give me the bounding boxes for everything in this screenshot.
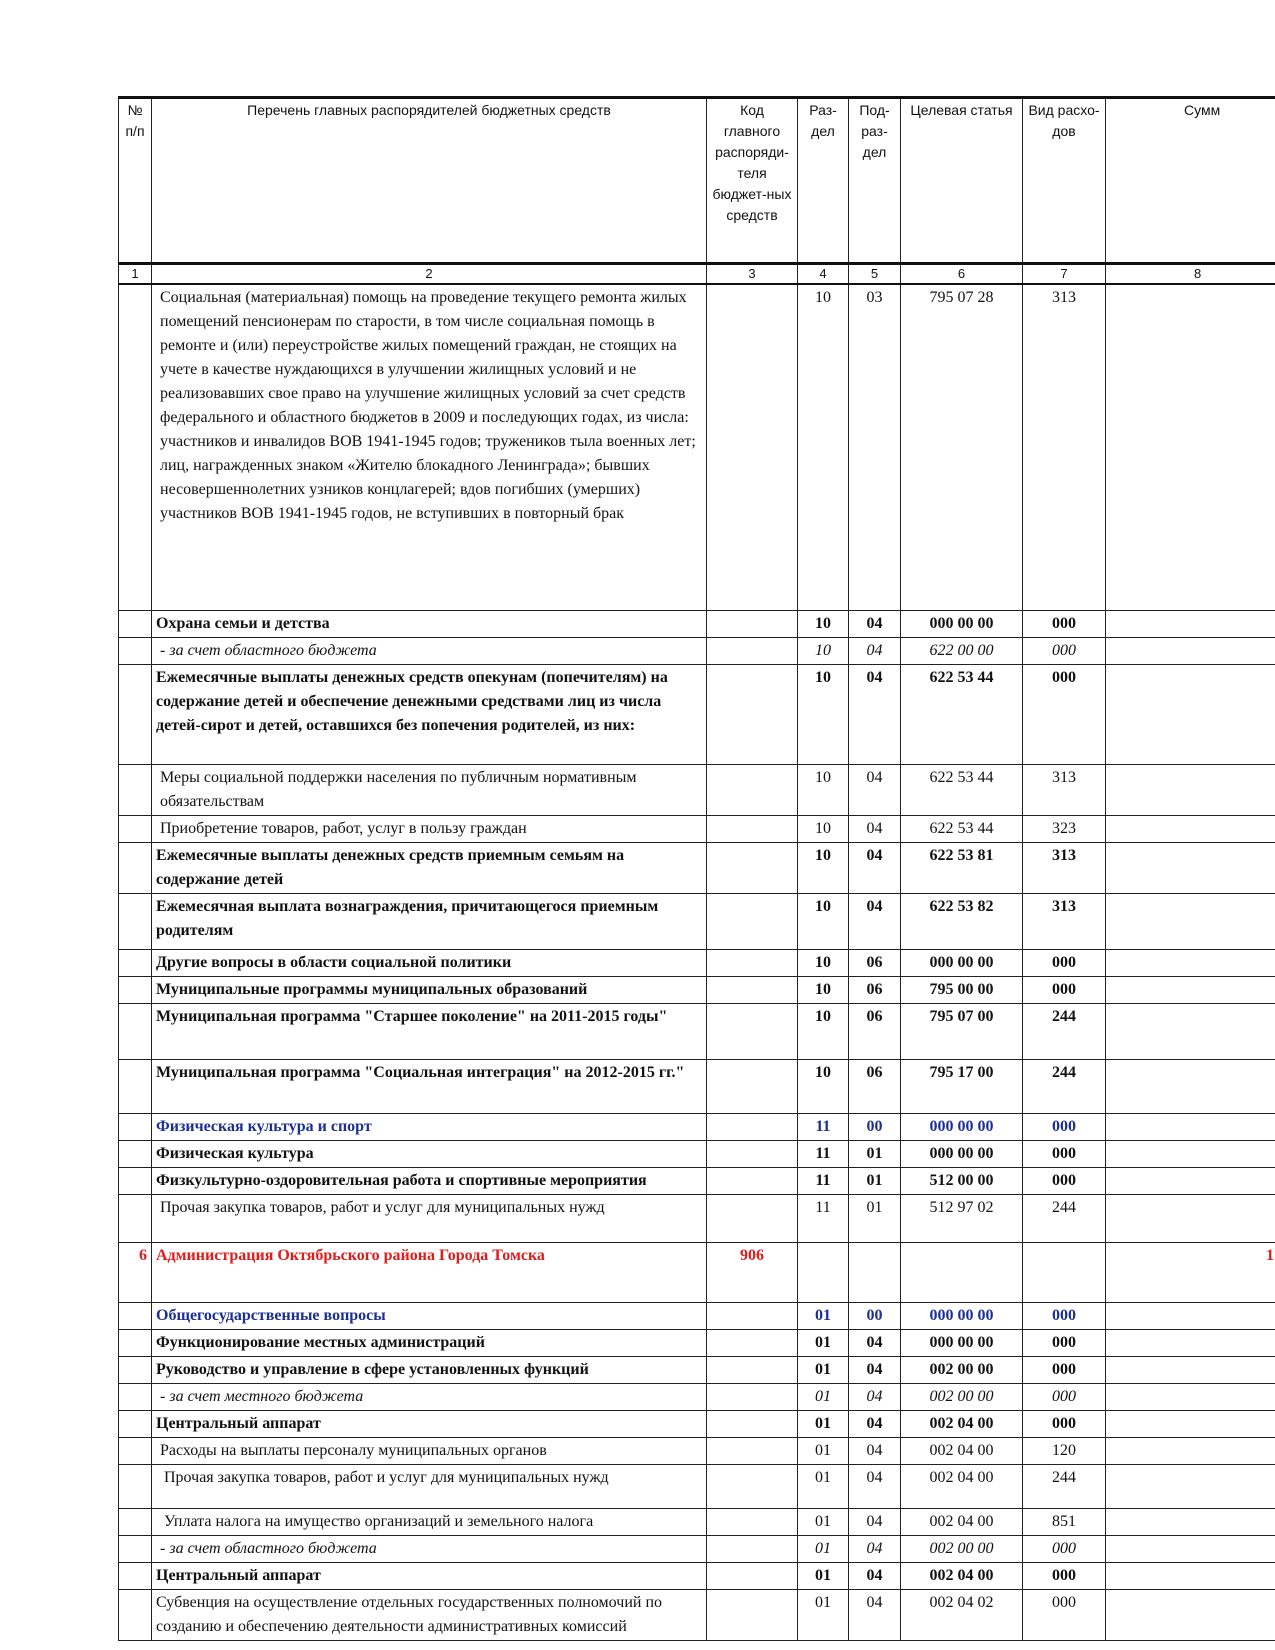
- column-number: 2: [152, 264, 707, 285]
- row-name: Физическая культура и спорт: [152, 1113, 707, 1140]
- table-row: [119, 1562, 1275, 1589]
- row-target: 795 00 00: [901, 976, 1023, 1003]
- row-number-cell: [119, 949, 152, 976]
- row-sum: [1106, 815, 1275, 842]
- row-expense: 313: [1023, 842, 1106, 893]
- row-name: Муниципальные программы муниципальных образований: [152, 976, 707, 1003]
- row-number-cell: [119, 1140, 152, 1167]
- row-sum: [1106, 1589, 1275, 1640]
- row-section: 01: [798, 1383, 849, 1410]
- row-code: [707, 1194, 798, 1242]
- row-number-cell: [119, 842, 152, 893]
- row-code: [707, 1113, 798, 1140]
- row-target: 795 17 00: [901, 1059, 1023, 1113]
- row-sum: [1106, 1356, 1275, 1383]
- row-sum: [1106, 1113, 1275, 1140]
- row-code: [707, 1140, 798, 1167]
- row-subsection: 04: [849, 764, 901, 815]
- row-subsection: 04: [849, 610, 901, 637]
- row-expense: 000: [1023, 1113, 1106, 1140]
- row-number-cell: [119, 610, 152, 637]
- row-section: 11: [798, 1113, 849, 1140]
- row-expense: 000: [1023, 949, 1106, 976]
- row-number-cell: [119, 637, 152, 664]
- row-expense: 120: [1023, 1437, 1106, 1464]
- row-code: [707, 1562, 798, 1589]
- row-code: [707, 1437, 798, 1464]
- row-code: [707, 1059, 798, 1113]
- row-target: 002 00 00: [901, 1383, 1023, 1410]
- row-expense: 000: [1023, 1535, 1106, 1562]
- row-name: Другие вопросы в области социальной политики: [152, 949, 707, 976]
- row-expense: 000: [1023, 1356, 1106, 1383]
- header-target: Целевая статья: [901, 98, 1023, 264]
- row-section: 01: [798, 1437, 849, 1464]
- row-expense: 000: [1023, 1140, 1106, 1167]
- header-sum: Сумм: [1106, 98, 1275, 264]
- row-section: 10: [798, 284, 849, 610]
- row-number-cell: [119, 1589, 152, 1640]
- row-name: Центральный аппарат: [152, 1410, 707, 1437]
- row-expense: 000: [1023, 1562, 1106, 1589]
- row-code: [707, 976, 798, 1003]
- row-name: Меры социальной поддержки населения по публичным нормативным обязательствам: [152, 764, 707, 815]
- row-name: Приобретение товаров, работ, услуг в пользу граждан: [152, 815, 707, 842]
- row-section: 10: [798, 1003, 849, 1059]
- row-number-cell: [119, 1329, 152, 1356]
- row-section: 10: [798, 893, 849, 949]
- row-sum: [1106, 893, 1275, 949]
- row-expense: 313: [1023, 764, 1106, 815]
- header-row: [119, 98, 1275, 264]
- row-section: 10: [798, 815, 849, 842]
- row-name: Функционирование местных администраций: [152, 1329, 707, 1356]
- row-code: [707, 1464, 798, 1508]
- column-number: 5: [849, 264, 901, 285]
- row-sum: [1106, 1167, 1275, 1194]
- row-subsection: 04: [849, 637, 901, 664]
- row-section: 01: [798, 1302, 849, 1329]
- row-expense: 851: [1023, 1508, 1106, 1535]
- row-target: 002 04 00: [901, 1508, 1023, 1535]
- row-expense: 313: [1023, 284, 1106, 610]
- table-row: [119, 815, 1275, 842]
- row-sum: [1106, 1464, 1275, 1508]
- department-name: Администрация Октябрьского района Города Томска: [152, 1242, 707, 1302]
- row-expense: 000: [1023, 664, 1106, 764]
- row-name: Ежемесячные выплаты денежных средств опекунам (попечителям) на содержание детей и обеспечение денежными средствами лиц из числа детей-сирот и детей, оставшихся без попечения родителей, из них:: [152, 664, 707, 764]
- department-sum: 1: [1106, 1242, 1275, 1302]
- row-number-cell: [119, 284, 152, 610]
- row-target: 002 04 00: [901, 1437, 1023, 1464]
- row-number-cell: [119, 815, 152, 842]
- table-row: [119, 637, 1275, 664]
- column-number: 3: [707, 264, 798, 285]
- row-target: 622 53 44: [901, 764, 1023, 815]
- row-subsection: 06: [849, 949, 901, 976]
- row-sum: [1106, 1194, 1275, 1242]
- row-section: 10: [798, 764, 849, 815]
- row-section: 01: [798, 1535, 849, 1562]
- row-sum: [1106, 1437, 1275, 1464]
- table-row: [119, 610, 1275, 637]
- row-target: 000 00 00: [901, 949, 1023, 976]
- row-code: [707, 1383, 798, 1410]
- row-subsection: 00: [849, 1113, 901, 1140]
- row-subsection: 06: [849, 976, 901, 1003]
- row-target: 002 04 00: [901, 1464, 1023, 1508]
- row-sum: [1106, 949, 1275, 976]
- row-section: 01: [798, 1329, 849, 1356]
- row-subsection: 04: [849, 815, 901, 842]
- table-row: [119, 1437, 1275, 1464]
- row-code: [707, 610, 798, 637]
- row-name: Общегосударственные вопросы: [152, 1302, 707, 1329]
- row-number-cell: [119, 1464, 152, 1508]
- row-expense: 244: [1023, 1464, 1106, 1508]
- row-name: Охрана семьи и детства: [152, 610, 707, 637]
- row-code: [707, 1410, 798, 1437]
- header-no: № п/п: [119, 98, 152, 264]
- row-number-cell: [119, 1167, 152, 1194]
- row-subsection: 01: [849, 1140, 901, 1167]
- row-section: 10: [798, 1059, 849, 1113]
- row-subsection: 04: [849, 1356, 901, 1383]
- row-code: [707, 1167, 798, 1194]
- row-code: [707, 893, 798, 949]
- row-target: 512 00 00: [901, 1167, 1023, 1194]
- row-subsection: 01: [849, 1167, 901, 1194]
- row-section: 10: [798, 976, 849, 1003]
- row-sum: [1106, 1140, 1275, 1167]
- row-sum: [1106, 764, 1275, 815]
- column-number: 7: [1023, 264, 1106, 285]
- row-target: 795 07 28: [901, 284, 1023, 610]
- table-row: [119, 284, 1275, 610]
- table-row: [119, 1302, 1275, 1329]
- row-section: 01: [798, 1356, 849, 1383]
- row-subsection: 04: [849, 1562, 901, 1589]
- row-expense: 000: [1023, 637, 1106, 664]
- row-expense: 000: [1023, 1589, 1106, 1640]
- row-section: 10: [798, 610, 849, 637]
- row-subsection: 01: [849, 1194, 901, 1242]
- row-code: [707, 949, 798, 976]
- column-number: 4: [798, 264, 849, 285]
- table-row: [119, 1329, 1275, 1356]
- row-section: 01: [798, 1589, 849, 1640]
- row-code: [707, 1003, 798, 1059]
- row-target: 002 00 00: [901, 1356, 1023, 1383]
- row-section: 11: [798, 1167, 849, 1194]
- row-name: Руководство и управление в сфере установленных функций: [152, 1356, 707, 1383]
- row-expense: 000: [1023, 1410, 1106, 1437]
- row-target: 622 53 44: [901, 664, 1023, 764]
- row-section: 01: [798, 1464, 849, 1508]
- budget-table: [118, 96, 1275, 1641]
- row-target: 002 04 00: [901, 1410, 1023, 1437]
- row-expense: 000: [1023, 610, 1106, 637]
- row-subsection: 04: [849, 1589, 901, 1640]
- row-number-cell: [119, 1437, 152, 1464]
- row-name: Расходы на выплаты персоналу муниципальных органов: [152, 1437, 707, 1464]
- table-row: [119, 1167, 1275, 1194]
- row-subsection: 04: [849, 664, 901, 764]
- row-sum: [1106, 1535, 1275, 1562]
- header-section: Раз-дел: [798, 98, 849, 264]
- row-section: 11: [798, 1140, 849, 1167]
- row-number-cell: [119, 1059, 152, 1113]
- table-row: [119, 893, 1275, 949]
- row-subsection: 04: [849, 1410, 901, 1437]
- row-target: 622 53 82: [901, 893, 1023, 949]
- row-sum: [1106, 637, 1275, 664]
- row-number-cell: [119, 1194, 152, 1242]
- row-code: [707, 842, 798, 893]
- header-name: Перечень главных распорядителей бюджетных средств: [152, 98, 707, 264]
- row-section: 10: [798, 949, 849, 976]
- row-expense: 000: [1023, 1167, 1106, 1194]
- row-subsection: 04: [849, 1329, 901, 1356]
- row-section: 01: [798, 1410, 849, 1437]
- row-expense: 244: [1023, 1059, 1106, 1113]
- row-subsection: 04: [849, 893, 901, 949]
- department-row: [119, 1242, 1275, 1302]
- row-target: 000 00 00: [901, 1329, 1023, 1356]
- row-sum: [1106, 664, 1275, 764]
- table-row: [119, 1508, 1275, 1535]
- header-code: Код главного распоряди-теля бюджет-ных средств: [707, 98, 798, 264]
- row-name: - за счет областного бюджета: [152, 637, 707, 664]
- row-number-cell: [119, 976, 152, 1003]
- row-subsection: 06: [849, 1003, 901, 1059]
- table-row: [119, 842, 1275, 893]
- row-name: - за счет местного бюджета: [152, 1383, 707, 1410]
- row-number-cell: [119, 1535, 152, 1562]
- row-target: 622 53 81: [901, 842, 1023, 893]
- row-sum: [1106, 1383, 1275, 1410]
- row-number-cell: [119, 1003, 152, 1059]
- row-sum: [1106, 1508, 1275, 1535]
- row-expense: 323: [1023, 815, 1106, 842]
- row-code: [707, 1302, 798, 1329]
- table-row: [119, 949, 1275, 976]
- table-row: [119, 1140, 1275, 1167]
- row-name: Муниципальная программа "Социальная интеграция" на 2012-2015 гг.": [152, 1059, 707, 1113]
- row-section: 10: [798, 664, 849, 764]
- table-row: [119, 1410, 1275, 1437]
- table-row: [119, 764, 1275, 815]
- row-sum: [1106, 1302, 1275, 1329]
- row-number-cell: [119, 1562, 152, 1589]
- row-number-cell: [119, 1508, 152, 1535]
- row-subsection: 04: [849, 842, 901, 893]
- table-row: [119, 664, 1275, 764]
- row-number-cell: [119, 1410, 152, 1437]
- row-name: Муниципальная программа "Старшее поколение" на 2011-2015 годы": [152, 1003, 707, 1059]
- row-expense: 244: [1023, 1003, 1106, 1059]
- row-subsection: [849, 1242, 901, 1302]
- row-sum: [1106, 1410, 1275, 1437]
- department-code: 906: [707, 1242, 798, 1302]
- row-target: 002 04 02: [901, 1589, 1023, 1640]
- row-name: Прочая закупка товаров, работ и услуг для муниципальных нужд: [152, 1194, 707, 1242]
- row-name: Уплата налога на имущество организаций и земельного налога: [152, 1508, 707, 1535]
- row-number-cell: [119, 1302, 152, 1329]
- row-expense: 000: [1023, 1329, 1106, 1356]
- row-sum: [1106, 842, 1275, 893]
- row-section: 10: [798, 637, 849, 664]
- table-row: [119, 1113, 1275, 1140]
- row-target: 622 00 00: [901, 637, 1023, 664]
- row-sum: [1106, 610, 1275, 637]
- row-target: 622 53 44: [901, 815, 1023, 842]
- row-target: 002 00 00: [901, 1535, 1023, 1562]
- row-code: [707, 1356, 798, 1383]
- table-row: [119, 1356, 1275, 1383]
- row-number-cell: [119, 764, 152, 815]
- row-number-cell: [119, 1356, 152, 1383]
- row-number-cell: [119, 1113, 152, 1140]
- row-target: 000 00 00: [901, 1302, 1023, 1329]
- row-name: Физическая культура: [152, 1140, 707, 1167]
- row-expense: 244: [1023, 1194, 1106, 1242]
- row-section: 10: [798, 842, 849, 893]
- table-row: [119, 1194, 1275, 1242]
- row-name: Субвенция на осуществление отдельных государственных полномочий по созданию и обеспечению деятельности административных комиссий: [152, 1589, 707, 1640]
- row-sum: [1106, 1562, 1275, 1589]
- row-sum: [1106, 284, 1275, 610]
- row-target: 000 00 00: [901, 1140, 1023, 1167]
- row-name: - за счет областного бюджета: [152, 1535, 707, 1562]
- row-subsection: 04: [849, 1535, 901, 1562]
- row-subsection: 00: [849, 1302, 901, 1329]
- row-name: Социальная (материальная) помощь на проведение текущего ремонта жилых помещений пенсионерам по старости, в том числе социальная помощь в ремонте и (или) переустройстве жилых помещений граждан, не стоящих на учете в качестве нуждающихся в улучшении жилищных условий и не реализовавших свое право на улучшение жилищных условий за счет средств федерального и областного бюджетов в 2009 и последующих годах, из числа: участников и инвалидов ВОВ 1941-1945 годов; тружеников тыла военных лет; лиц, награжденных знаком «Жителю блокадного Ленинграда»; бывших несовершеннолетних узников концлагерей; вдов погибших (умерших) участников ВОВ 1941-1945 годов, не вступивших в повторный брак: [152, 284, 707, 610]
- column-number: 8: [1106, 264, 1275, 285]
- row-number-cell: [119, 1383, 152, 1410]
- row-target: 000 00 00: [901, 1113, 1023, 1140]
- row-target: 002 04 00: [901, 1562, 1023, 1589]
- row-target: 512 97 02: [901, 1194, 1023, 1242]
- column-number: 6: [901, 264, 1023, 285]
- row-subsection: 04: [849, 1508, 901, 1535]
- row-subsection: 04: [849, 1437, 901, 1464]
- row-section: 11: [798, 1194, 849, 1242]
- row-code: [707, 815, 798, 842]
- row-sum: [1106, 1003, 1275, 1059]
- row-name: Ежемесячные выплаты денежных средств приемным семьям на содержание детей: [152, 842, 707, 893]
- header-subsection: Под-раз-дел: [849, 98, 901, 264]
- row-subsection: 04: [849, 1464, 901, 1508]
- row-subsection: 03: [849, 284, 901, 610]
- row-code: [707, 1329, 798, 1356]
- row-section: 01: [798, 1508, 849, 1535]
- row-sum: [1106, 1329, 1275, 1356]
- row-section: [798, 1242, 849, 1302]
- row-number-cell: [119, 664, 152, 764]
- row-expense: 000: [1023, 976, 1106, 1003]
- row-code: [707, 764, 798, 815]
- table-row: [119, 976, 1275, 1003]
- column-number: 1: [119, 264, 152, 285]
- row-expense: [1023, 1242, 1106, 1302]
- table-row: [119, 1464, 1275, 1508]
- row-section: 01: [798, 1562, 849, 1589]
- row-subsection: 04: [849, 1383, 901, 1410]
- header-expense: Вид расхо-дов: [1023, 98, 1106, 264]
- table-row: [119, 1589, 1275, 1640]
- row-subsection: 06: [849, 1059, 901, 1113]
- row-name: Центральный аппарат: [152, 1562, 707, 1589]
- row-target: 000 00 00: [901, 610, 1023, 637]
- row-name: Физкультурно-оздоровительная работа и спортивные мероприятия: [152, 1167, 707, 1194]
- column-numbers-row: [119, 264, 1275, 285]
- table-row: [119, 1535, 1275, 1562]
- row-code: [707, 664, 798, 764]
- row-sum: [1106, 976, 1275, 1003]
- row-code: [707, 1508, 798, 1535]
- row-name: Прочая закупка товаров, работ и услуг для муниципальных нужд: [152, 1464, 707, 1508]
- row-number-cell: [119, 893, 152, 949]
- row-number: 6: [119, 1242, 152, 1302]
- table-row: [119, 1003, 1275, 1059]
- row-expense: 313: [1023, 893, 1106, 949]
- row-code: [707, 1535, 798, 1562]
- row-sum: [1106, 1059, 1275, 1113]
- row-expense: 000: [1023, 1302, 1106, 1329]
- row-code: [707, 284, 798, 610]
- row-expense: 000: [1023, 1383, 1106, 1410]
- table-row: [119, 1059, 1275, 1113]
- row-target: 795 07 00: [901, 1003, 1023, 1059]
- table-row: [119, 1383, 1275, 1410]
- row-target: [901, 1242, 1023, 1302]
- row-name: Ежемесячная выплата вознаграждения, причитающегося приемным родителям: [152, 893, 707, 949]
- row-code: [707, 637, 798, 664]
- row-code: [707, 1589, 798, 1640]
